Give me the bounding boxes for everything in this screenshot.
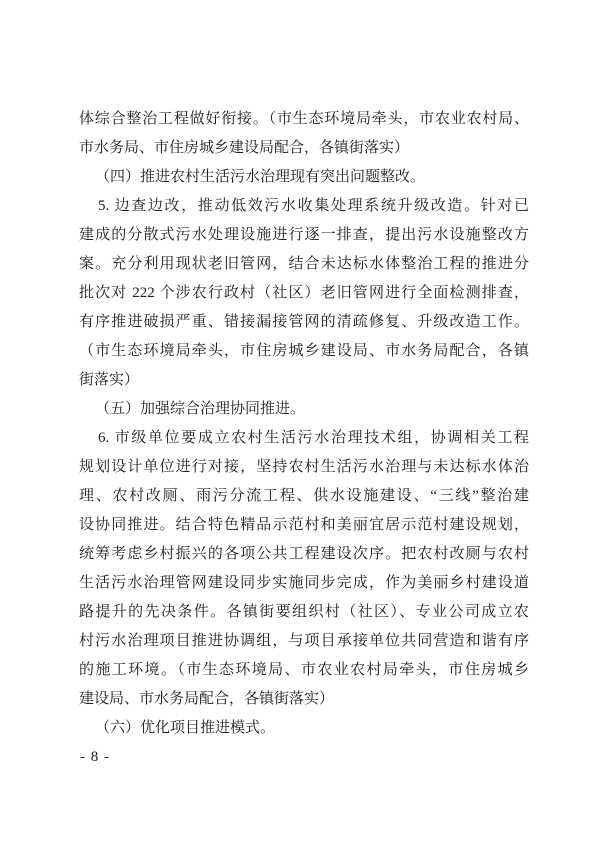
text-line: 体综合整治工程做好衔接。（市生态环境局牵头，市农业农村局、: [79, 111, 529, 127]
text-line: 市水务局、市住房城乡建设局配合，各镇街落实）: [79, 140, 410, 156]
text-line: 街落实）: [79, 372, 140, 388]
text-line: 案。充分利用现状老旧管网，结合未达标水体整治工程的推进分: [79, 256, 529, 272]
text-line: 村污水治理项目推进协调组，与项目承接单位共同营造和谐有序: [79, 633, 529, 649]
text-line: 的施工环境。（市生态环境局、市农业农村局牵头，市住房城乡: [79, 662, 529, 678]
page-content: [79, 105, 529, 743]
text-line: 5. 边查边改，推动低效污水收集处理系统升级改造。针对已: [98, 198, 529, 214]
text-line: 建成的分散式污水处理设施进行逐一排查，提出污水设施整改方: [79, 227, 529, 243]
text-line: 规划设计单位进行对接，坚持农村生活污水治理与未达标水体治: [79, 459, 529, 475]
text-line: 设协同推进。结合特色精品示范村和美丽宜居示范村建设规划，: [79, 517, 529, 533]
text-line: 有序推进破损严重、错接漏接管网的清疏修复、升级改造工作。: [79, 314, 529, 330]
text-line: 批次对 222 个涉农行政村（社区）老旧管网进行全面检测排查，: [79, 285, 529, 301]
section-heading: （五）加强综合治理协同推进。: [95, 401, 306, 417]
text-line: 统筹考虑乡村振兴的各项公共工程建设次序。把农村改厕与农村: [79, 546, 529, 562]
page-number: - 8 -: [80, 749, 110, 765]
text-line: 建设局、市水务局配合，各镇街落实）: [79, 691, 335, 707]
text-line: 理、农村改厕、雨污分流工程、供水设施建设、“三线”整治建: [79, 488, 529, 504]
section-heading: （四）推进农村生活污水治理现有突出问题整改。: [95, 169, 426, 185]
section-heading: （六）优化项目推进模式。: [95, 720, 276, 736]
text-line: 生活污水治理管网建设同步实施同步完成，作为美丽乡村建设道: [79, 575, 529, 591]
text-line: 路提升的先决条件。各镇街要组织村（社区）、专业公司成立农: [79, 604, 529, 620]
text-line: 6. 市级单位要成立农村生活污水治理技术组，协调相关工程: [98, 430, 529, 446]
text-line: （市生态环境局牵头，市住房城乡建设局、市水务局配合，各镇: [79, 343, 529, 359]
